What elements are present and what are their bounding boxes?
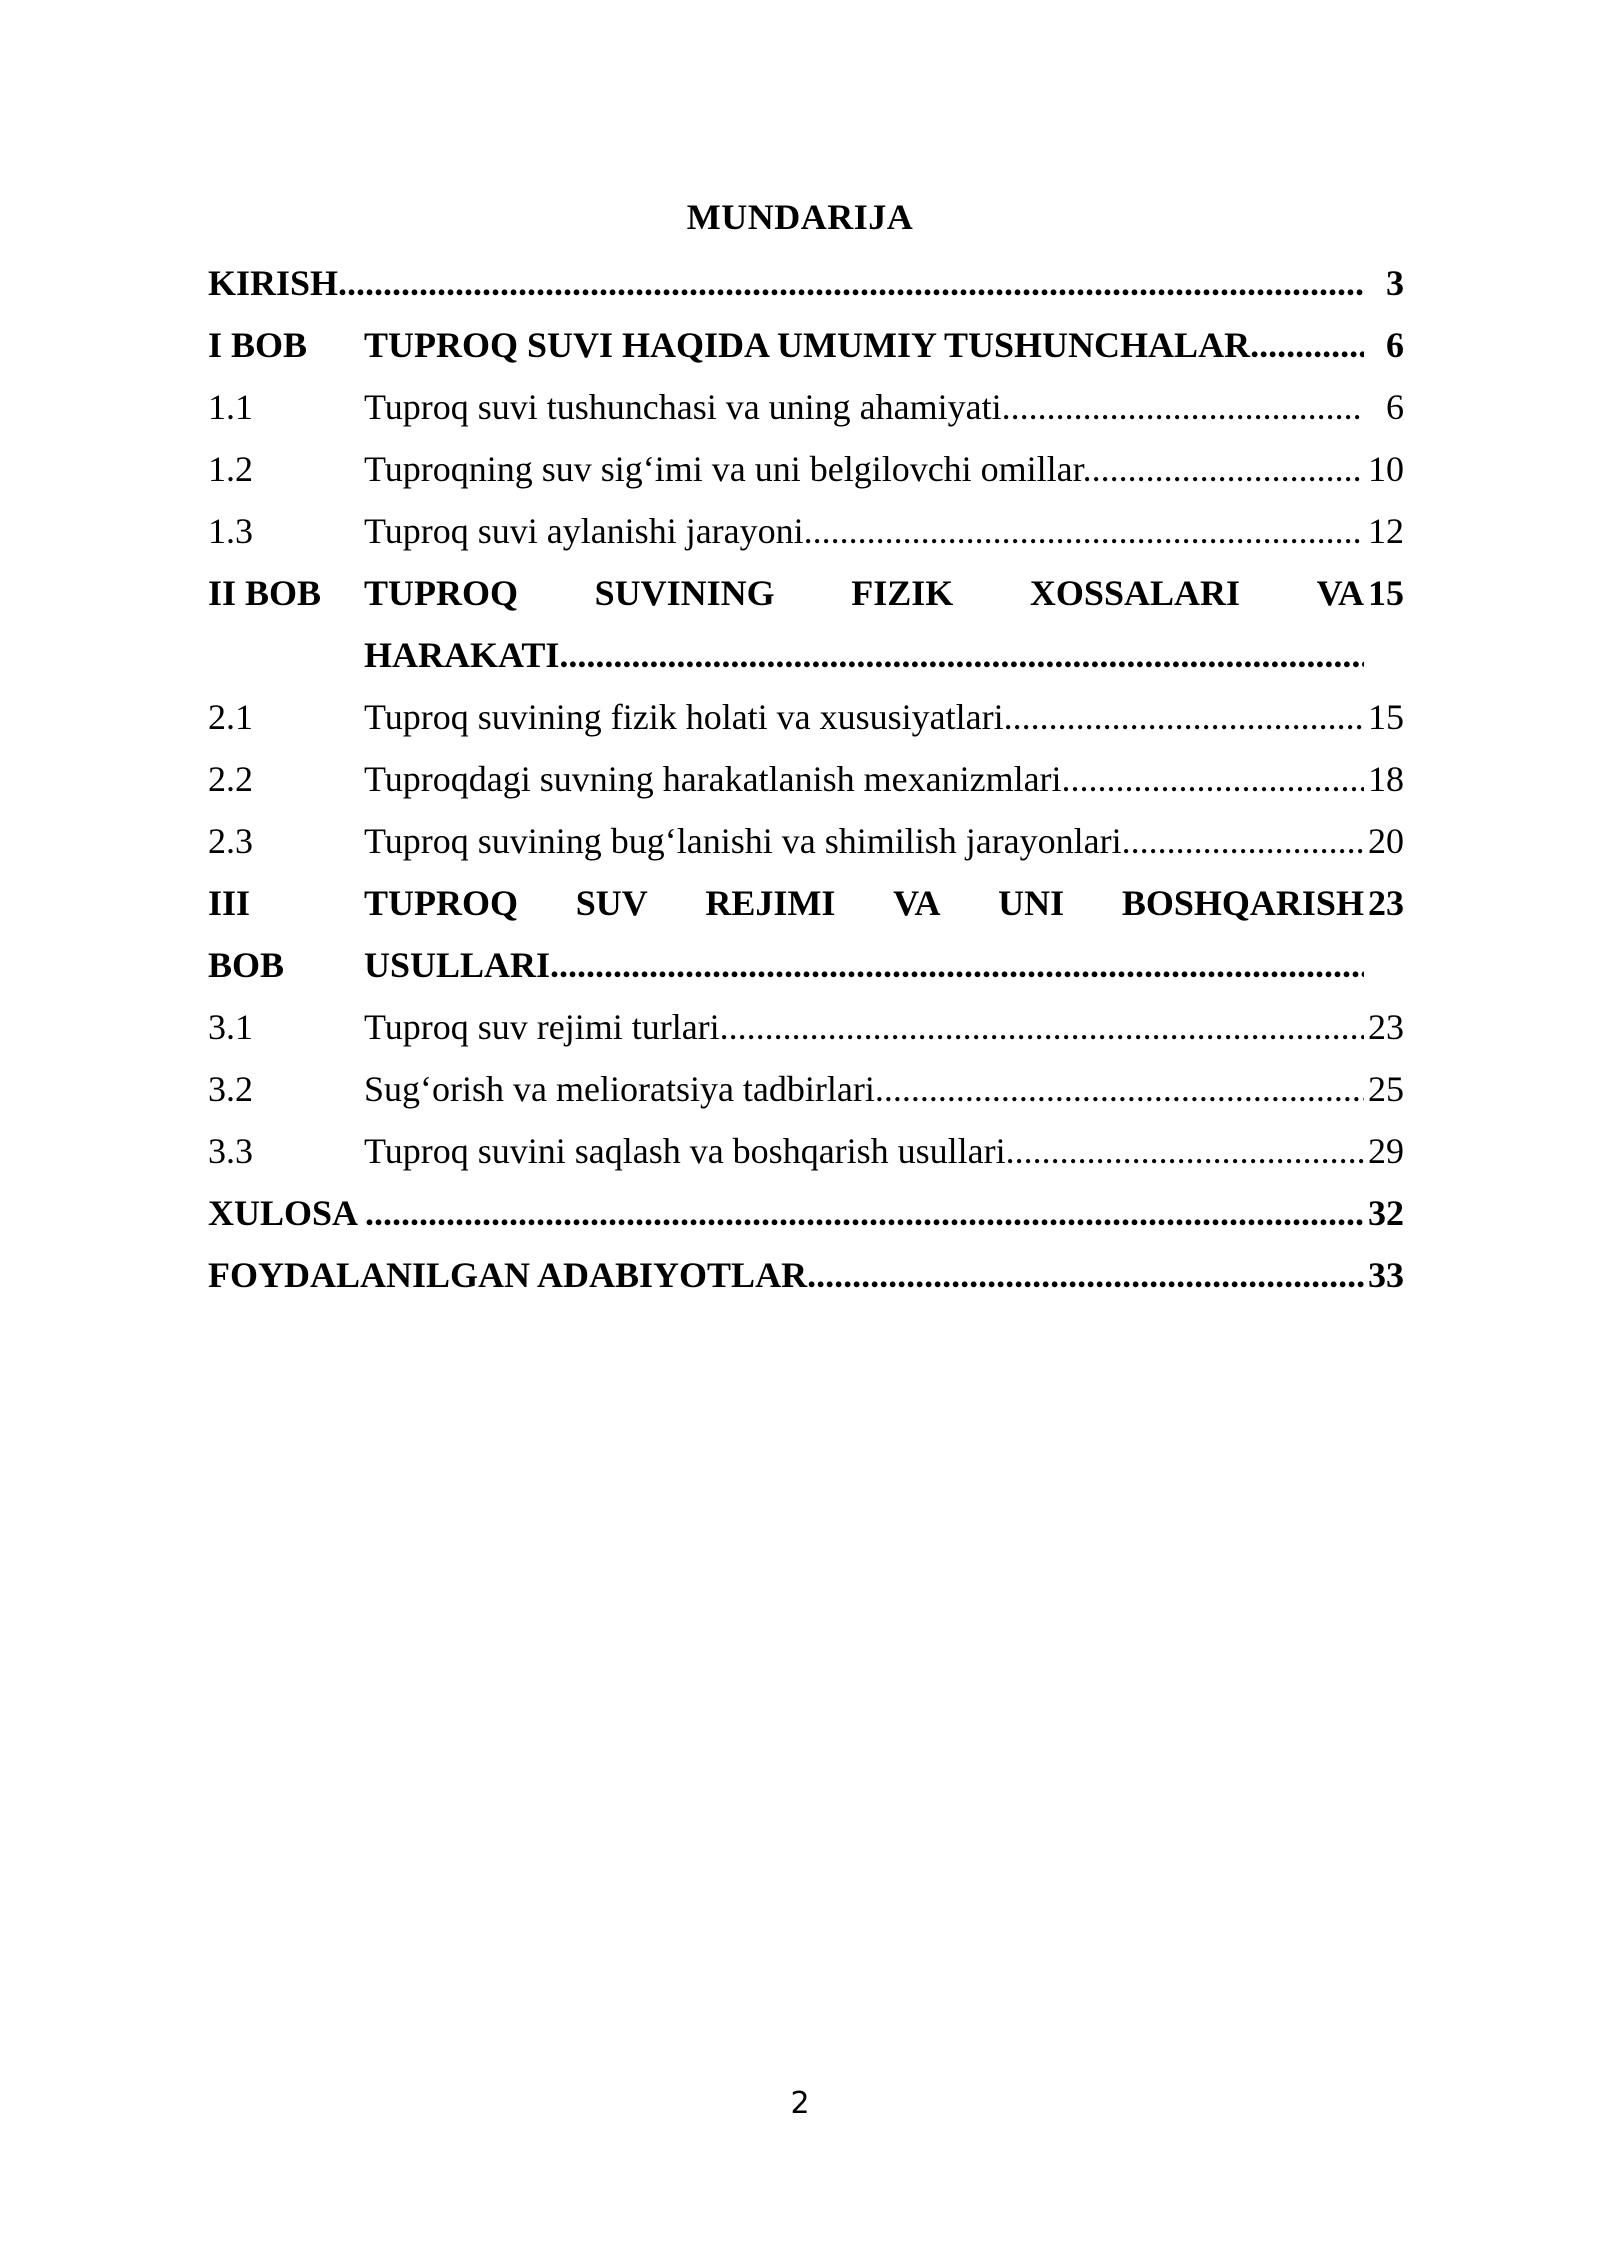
toc-entry-text (208, 1244, 1364, 1306)
toc-entry-section-3-2 (208, 1058, 1404, 1120)
toc-entry-text (364, 1058, 1364, 1120)
toc-entry-label: Tuproq suvining fizik holati va xususiyatlari (364, 697, 1004, 737)
toc-entry-number: 2.3 (208, 821, 253, 861)
toc-entry-number: 2.1 (208, 697, 253, 737)
toc-entry-label-line-1: TUPROQ SUVINING FIZIK XOSSALARI VA (364, 573, 1364, 613)
toc-entry-text (364, 872, 1364, 996)
toc-entry-number: 3.1 (208, 1007, 253, 1047)
toc-entry-page: 6 (1386, 387, 1404, 427)
toc-entry-page: 6 (1386, 325, 1404, 365)
toc-entry-references (208, 1244, 1404, 1306)
toc-entry-text (208, 1182, 1364, 1244)
toc-entry-label: Tuproq suvi aylanishi jarayoni (364, 511, 804, 551)
toc-entry-chapter-3 (208, 872, 1404, 996)
toc-entry-page: 12 (1368, 511, 1404, 551)
toc-entry-section-2-3 (208, 810, 1404, 872)
toc-entry-number: II BOB (208, 573, 322, 613)
toc-entry-page: 25 (1368, 1069, 1404, 1109)
toc-entry-label: XULOSA (208, 1193, 366, 1233)
toc-entry-kirish (208, 252, 1404, 314)
toc-entry-page: 23 (1368, 1007, 1404, 1047)
toc-entry-text (364, 996, 1364, 1058)
toc-entry-label-line-2: USULLARI ..... (364, 934, 1364, 996)
toc-entry-section-1-2 (208, 438, 1404, 500)
toc-entry-number: 2.2 (208, 759, 253, 799)
toc-entry-label-line-2: HARAKATI ..... (364, 624, 1364, 686)
toc-entry-text (364, 748, 1364, 810)
toc-entry-label: Tuproq suvining bug‘lanishi va shimilish jarayonlari (364, 821, 1122, 861)
table-of-contents (208, 252, 1404, 1306)
toc-entry-text (364, 500, 1364, 562)
toc-entry-number: 1.2 (208, 449, 253, 489)
page-number: 2 (790, 2086, 810, 2121)
toc-entry-number: 1.3 (208, 511, 253, 551)
toc-entry-text (364, 314, 1364, 376)
toc-title: MUNDARIJA (686, 197, 914, 237)
toc-entry-label: FOYDALANILGAN ADABIYOTLAR (208, 1255, 808, 1295)
toc-entry-text (364, 810, 1364, 872)
toc-entry-number: 3.2 (208, 1069, 253, 1109)
toc-entry-text (364, 686, 1364, 748)
toc-entry-text (208, 252, 1364, 314)
toc-entry-number: I BOB (208, 325, 308, 365)
toc-entry-section-3-3 (208, 1120, 1404, 1182)
toc-entry-label: KIRISH (208, 263, 339, 303)
toc-entry-page: 3 (1386, 263, 1404, 303)
toc-entry-text (364, 562, 1364, 686)
toc-entry-page: 32 (1368, 1193, 1404, 1233)
toc-entry-label: Tuproq suvini saqlash va boshqarish usullari (364, 1131, 1006, 1171)
toc-entry-page: 10 (1368, 449, 1404, 489)
toc-entry-page: 15 (1368, 697, 1404, 737)
toc-entry-label: Tuproq suvi tushunchasi va uning ahamiyati (364, 387, 1002, 427)
toc-entry-section-1-3 (208, 500, 1404, 562)
toc-entry-label: Sug‘orish va melioratsiya tadbirlari (364, 1069, 875, 1109)
toc-entry-number: 1.1 (208, 387, 253, 427)
toc-entry-label: Tuproqdagi suvning harakatlanish mexanizmlari (364, 759, 1062, 799)
toc-entry-page: 23 (1368, 883, 1404, 923)
toc-entry-section-2-2 (208, 748, 1404, 810)
toc-entry-chapter-1 (208, 314, 1404, 376)
toc-entry-section-1-1 (208, 376, 1404, 438)
toc-entry-page: 15 (1368, 573, 1404, 613)
toc-entry-text (364, 438, 1364, 500)
toc-entry-section-3-1 (208, 996, 1404, 1058)
toc-entry-label: TUPROQ SUVI HAQIDA UMUMIY TUSHUNCHALAR (364, 325, 1251, 365)
toc-entry-text (364, 1120, 1364, 1182)
toc-entry-page: 18 (1368, 759, 1404, 799)
toc-entry-label: Tuproq suv rejimi turlari (364, 1007, 720, 1047)
toc-entry-section-2-1 (208, 686, 1404, 748)
toc-entry-page: 29 (1368, 1131, 1404, 1171)
toc-entry-chapter-2 (208, 562, 1404, 686)
toc-entry-number: III BOB (208, 883, 285, 985)
toc-entry-page: 20 (1368, 821, 1404, 861)
toc-entry-label: Tuproqning suv sig‘imi va uni belgilovchi omillar (364, 449, 1083, 489)
toc-entry-page: 33 (1368, 1255, 1404, 1295)
toc-entry-number: 3.3 (208, 1131, 253, 1171)
toc-entry-text (364, 376, 1364, 438)
toc-entry-xulosa (208, 1182, 1404, 1244)
toc-entry-label-line-1: TUPROQ SUV REJIMI VA UNI BOSHQARISH (364, 883, 1364, 923)
